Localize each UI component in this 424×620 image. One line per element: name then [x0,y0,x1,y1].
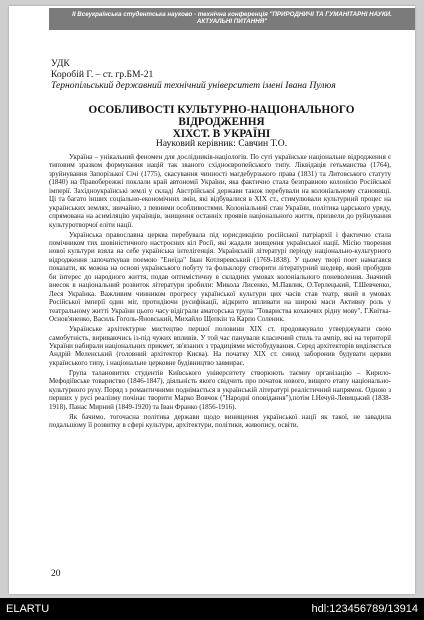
paragraph: Як бачимо, тогочасна політика держави щодо винищення української нації як такої, не завадила подальшому її розвитку в сфері культури, архітектури, політики, живопису, освіти. [49,412,391,430]
article-title [49,104,394,140]
conference-banner-line2: АКТУАЛЬНІ ПИТАННЯ" [196,18,268,25]
conference-banner [49,8,415,30]
supervisor-line: Науковий керівник: Савчин Т.О. [155,138,288,149]
repository-link[interactable]: ELARTU [6,603,50,615]
article-body [49,153,391,430]
paragraph: Група талановитих студентів Київського університету створюють таємну організацію – Кирило-Мефодіївське товариство (1846-1847), діяльність якого свідчить про початок нового, вищого етапу національно-культурного руху. Поряд з романтичними поднімається в українській літературі реалістичний напрямок. Одною з перших у русі реалізму почінає творити Марко Вовчок ("Народні оповідання"),потім І.Нечуй-Левицький (1838-1918), Панас Мирний (1849-1920) та Іван Франко (1856-1916). [49,368,391,411]
paragraph: Українська православна церква перебувала під юрисдикцією російської патріархії і фактично стала помічником тих шовіністичного настроєних кіл Росії, які жадали знищення української нації. Місію творення нової культури взяла на себе українська інтелігенція. Українській літературі періоду національно-культурного відродження започаткував поемою "Енеїда" Іван Котляревський (1769-1838). У цьому творі поет намагався показати, як можна на основі українського побуту та фольклору створити літературний шедевр, який пробудив би інтерес до народного життя, подав оптимістичну в складних умовах колоніального поневолення. Значний внесок в національний розвиток літератури зробили: Микола Лисенко, М.Павлик, О.Терлецький, Т.Шевченко, Леся Українка. Важливим чинником прогресу української культури цих часів став театр, який в умовах Російської імперії один міг, протидіючи русифікації, відкрито впливати на широкі маси Активну роль у театральному житті України цього часу відіграли аматорська трупа "Товариства кохаючих рідну мову", Г.Квітка-Основ'яненко, Василь Гоголь-Яновський, Михайло Щепкін та Карпо Соленик. [49,230,391,324]
page-number: 20 [51,568,61,579]
article-title-line1: ОСОБЛИВОСТІ КУЛЬТУРНО-НАЦІОНАЛЬНОГО ВІДРОДЖЕННЯ [88,104,355,128]
viewer-footer [0,598,424,620]
conference-banner-line1: II Всеукраїнська студентська науково - технічна конференція "ПРИРОДНИЧІ ТА ГУМАНІТАРНІ НАУКИ. [72,11,392,18]
paragraph: Українське архітектурне мистецтво першої половини XIX ст. продовжувало утверджувати свою самобутність, вириваючись із-під чужих впливів. У той час панували класичний стиль та ампір, які на території України набирали національних прикмет, зв'язаних з традиціями містобудування. Серед архітекторів виділяється Андрій Меленський (головний архітектор Києва). На початку XIX ст. синод заборонив будувати церкви українського типу, і національне церковне будівництво завмирає. [49,325,391,367]
article-title-line2: ХІХСТ. В УКРАЇНІ [172,128,271,140]
handle-link[interactable]: hdl:123456789/13914 [311,603,418,615]
paragraph: Україна – унікальний феномен для дослідників-націологів. По суті українське національне відродження є типовим зразком формування націй так званого східноєвропейського типу. Ліквідація гетьманства (1764), зруйнування Запорізької Січі (1775), скасування чинності магдебурзького права (1831) та Литовського статуту (1840) на Правобережжі поклали край автономії України, яка фактично стала безправною колонією Російської імперії. Західноукраїнські землі у складі Австрійської держави також перебували на колоніальному становищі. Ці та багато інших соціально-економічних змін, які відбувалися в XIX ст., стимулювали культурний процес на українських землях, звичайно, з певними особливостями. Колоніальний стан України, політика царського уряду, спрямована на асиміляцію українців, знищення останніх проявів національного життя, призвели до руйнування культуротворчої еліти нації. [49,153,391,229]
document-page [9,6,415,594]
affiliation-line: Тернопільський державний технічний університет імені Івана Пулюя [51,80,336,91]
author-line: Коробій Г. – ст. гр.БМ-21 [51,69,154,80]
udk-label: УДК [51,58,70,69]
